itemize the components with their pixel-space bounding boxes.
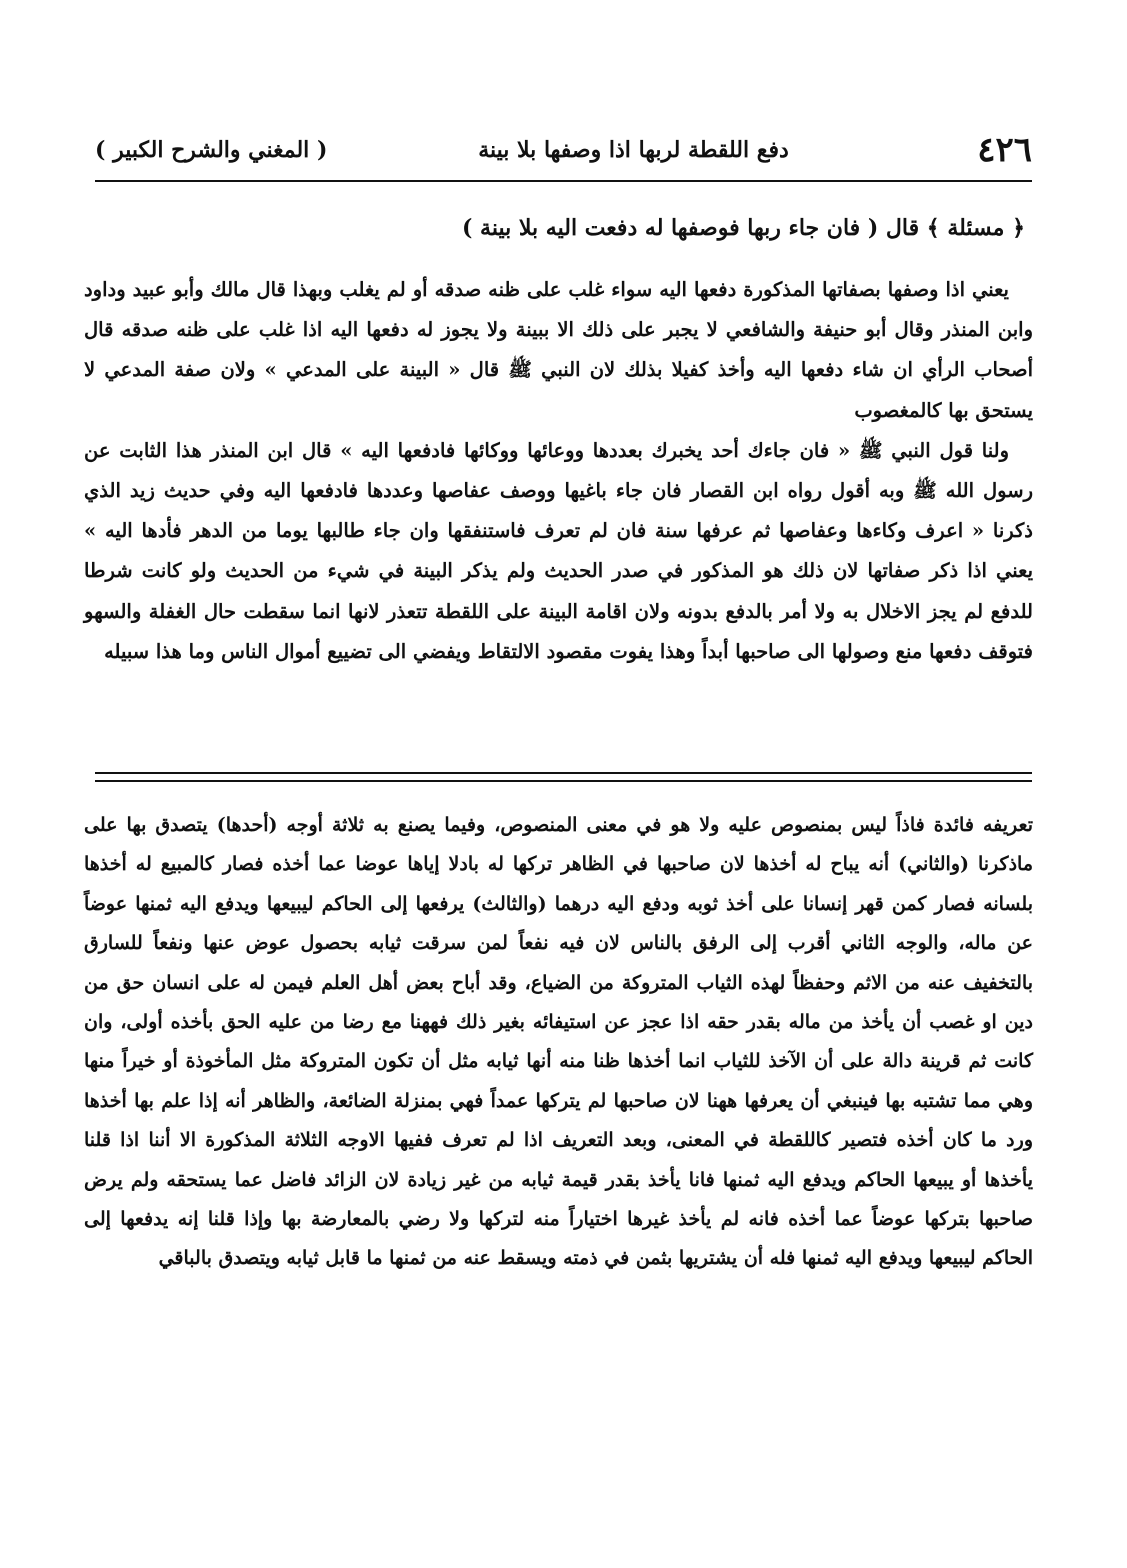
header-divider [95, 180, 1032, 182]
page-header [95, 128, 1032, 172]
masala-heading: ﴿ مسئلة ﴾ قال ( فان جاء ربها فوصفها له دفعت اليه بلا بينة ) [461, 215, 1025, 241]
body-paragraph: يعني اذا وصفها بصفاتها المذكورة دفعها اليه سواء غلب على ظنه صدقه أو لم يغلب وبهذا قال مالك وأبو عبيد وداود وابن المنذر وقال أبو حنيفة والشافعي لا يجبر على ذلك الا ببينة ولا يجوز له دفعها اليه اذا غلب على ظنه صدقه قال أصحاب الرأي ان شاء دفعها اليه وأخذ كفيلا بذلك لان النبي ﷺ قال « البينة على المدعي » ولان صفة المدعي لا يستحق بها كالمغصوب [84, 278, 1033, 422]
main-body [84, 270, 1033, 672]
footnote-section [84, 806, 1033, 1279]
book-title: ( المغني والشرح الكبير ) [95, 137, 328, 163]
page-number: ٤٢٦ [977, 130, 1032, 170]
body-paragraph: ولنا قول النبي ﷺ « فان جاءك أحد يخبرك بعددها ووعائها ووكائها فادفعها اليه » قال ابن المنذر هذا الثابت عن رسول الله ﷺ وبه أقول رواه ابن القصار فان جاء باغيها ووصف عفاصها وعددها فادفعها اليه وفي حديث زيد الذي ذكرنا « اعرف وكاءها وعفاصها ثم عرفها سنة فان لم تعرف فاستنفقها وان جاء طالبها يوما من الدهر فأدها اليه » يعني اذا ذكر صفاتها لان ذلك هو المذكور في صدر الحديث ولم يذكر البينة في شيء من الحديث ولو كانت شرطا للدفع لم يجز الاخلال به ولا أمر بالدفع بدونه ولان اقامة البينة على اللقطة تتعذر لانها انما سقطت حال الغفلة والسهو فتوقف دفعها منع وصولها الى صاحبها أبداً وهذا يفوت مقصود الالتقاط ويفضي الى تضييع أموال الناس وما هذا سبيله [84, 438, 1033, 663]
footnote-paragraph: تعريفه فائدة فاذاً ليس بمنصوص عليه ولا هو في معنى المنصوص، وفيما يصنع به ثلاثة أوجه (أحدها) يتصدق بها على ماذكرنا (والثاني) أنه يباح له أخذها لان صاحبها في الظاهر تركها له بادلا إياها عوضا عما أخذه فصار كالمبيع له أخذها بلسانه فصار كمن قهر إنسانا على أخذ ثوبه ودفع اليه درهما (والثالث) يرفعها إلى الحاكم ليبيعها ويدفع اليه ثمنها عوضاً عن ماله، والوجه الثاني أقرب إلى الرفق بالناس لان فيه نفعاً لمن سرقت ثيابه بحصول عوض عنها ونفعاً للسارق بالتخفيف عنه من الاثم وحفظاً لهذه الثياب المتروكة من الضياع، وقد أباح بعض أهل العلم فيمن له على انسان حق من دين او غصب أن يأخذ من ماله بقدر حقه اذا عجز عن استيفائه بغير ذلك فههنا مع رضا من عليه الحق بأخذه أولى، وان كانت ثم قرينة دالة على أن الآخذ للثياب انما أخذها ظنا منه أنها ثيابه مثل أن تكون المتروكة مثل المأخوذة أو خيراً منها وهي مما تشتبه بها فينبغي أن يعرفها ههنا لان صاحبها لم يتركها عمداً فهي بمنزلة الضائعة، والظاهر أنه إذا علم بها أخذها ورد ما كان أخذه فتصير كاللقطة في المعنى، وبعد التعريف اذا لم تعرف ففيها الاوجه الثلاثة المذكورة الا أننا اذا قلنا يأخذها أو يبيعها الحاكم ويدفع اليه ثمنها فانا يأخذ بقدر قيمة ثيابه من غير زيادة لان الزائد فاضل عما يستحقه ولم يرض صاحبها بتركها عوضاً عما أخذه فانه لم يأخذ غيرها اختياراً منه لتركها ولا رضي بالمعارضة بها وإذا قلنا إنه يدفعها إلى الحاكم ليبيعها ويدفع اليه ثمنها فله أن يشتريها بثمن في ذمته ويسقط عنه من ثمنها ما قابل ثيابه ويتصدق بالباقي [84, 814, 1033, 1270]
running-title: دفع اللقطة لربها اذا وصفها بلا بينة [478, 137, 789, 163]
footnote-divider [95, 772, 1032, 782]
